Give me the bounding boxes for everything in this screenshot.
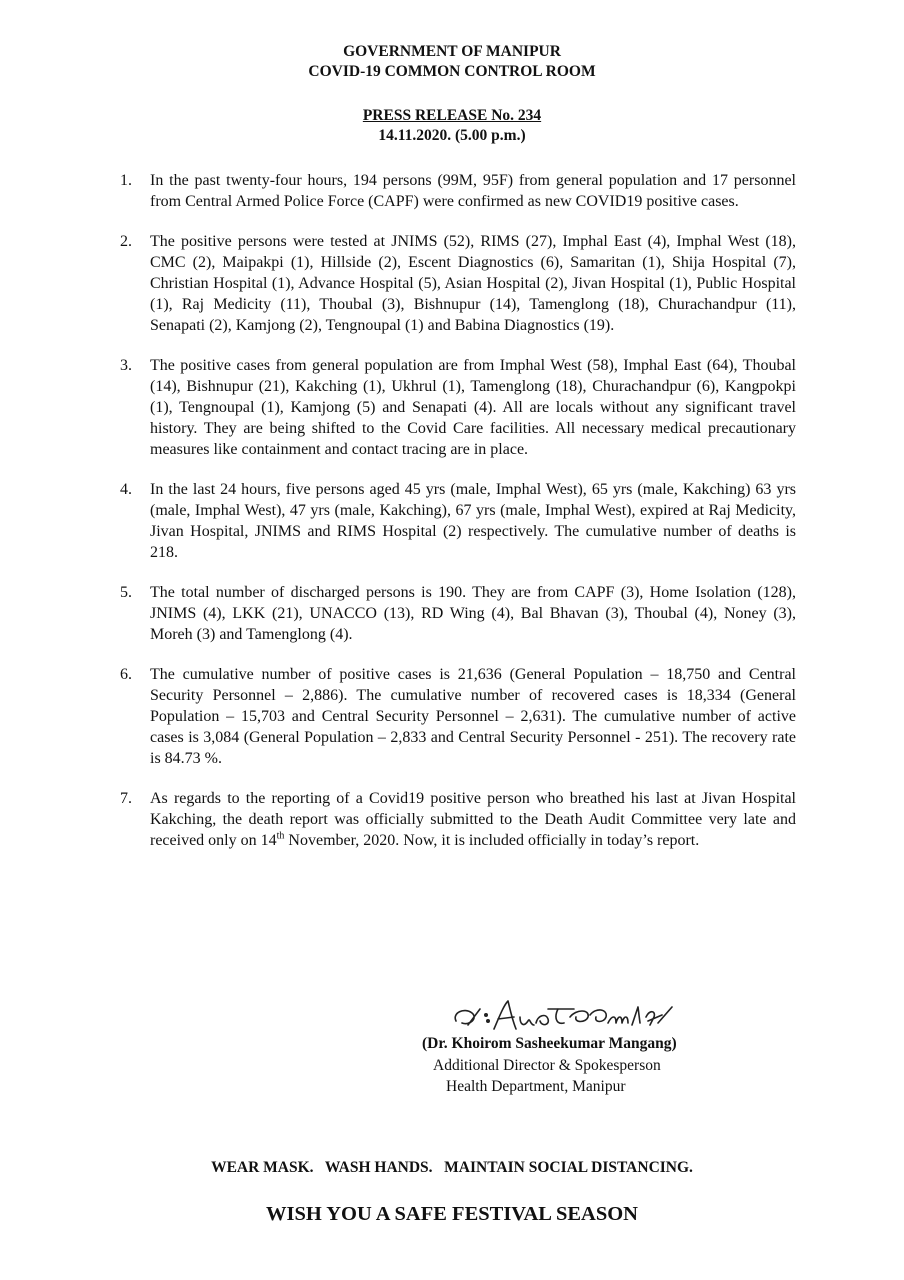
press-release-number: PRESS RELEASE No. 234 bbox=[362, 107, 542, 124]
item-number: 6. bbox=[120, 666, 132, 683]
item-text: The total number of discharged persons is 190. They are from CAPF (3), Home Isolation (128), JNIMS (4), LKK (21), UNACCO (13), RD Wing (4), Bal Bhavan (3), Thoubal (4), Noney (3), Moreh (3) and Tamenglong (4). bbox=[150, 584, 796, 643]
item-text: The positive persons were tested at JNIMS (52), RIMS (27), Imphal East (4), Imphal West (18), CMC (2), Maipakpi (1), Hillside (2), Escent Diagnostics (6), Samaritan (1), Shija Hospital (7), Christian Hospital (1), Advance Hospital (5), Asian Hospital (2), Jivan Hospital (1), Public Hospital (1), Raj Medicity (11), Thoubal (3), Bishnupur (14), Tamenglong (18), Churachandpur (11), Senapati (2), Kamjong (2), Tengnoupal (1) and Babina Diagnostics (19). bbox=[150, 233, 796, 334]
item-text-part: November, 2020. Now, it is included officially in today’s report. bbox=[284, 832, 700, 849]
control-room-title: COVID-19 COMMON CONTROL ROOM bbox=[308, 63, 596, 80]
item-text: The positive cases from general population are from Imphal West (58), Imphal East (64), Thoubal (14), Bishnupur (21), Kakching (1), Ukhrul (1), Tamenglong (18), Churachandpur (6), Kangpokpi (1), Tengnoupal (1), Kamjong (5) and Senapati (4). All are locals without any significant travel history. They are being shifted to the Covid Care facilities. All necessary medical precautionary measures like containment and contact tracing are in place. bbox=[150, 357, 796, 458]
press-release-heading bbox=[0, 106, 904, 146]
item-text: In the past twenty-four hours, 194 persons (99M, 95F) from general population and 17 personnel from Central Armed Police Force (CAPF) were confirmed as new COVID19 positive cases. bbox=[150, 172, 796, 210]
item-number: 2. bbox=[120, 233, 132, 250]
item-number: 5. bbox=[120, 584, 132, 601]
list-item bbox=[120, 479, 796, 563]
signatory-department: Health Department, Manipur bbox=[446, 1078, 626, 1095]
document-header bbox=[0, 42, 904, 82]
item-text bbox=[150, 788, 796, 851]
list-item bbox=[120, 788, 796, 851]
safety-slogan: WEAR MASK. WASH HANDS. MAINTAIN SOCIAL DISTANCING. bbox=[211, 1159, 693, 1176]
closing-wish: WISH YOU A SAFE FESTIVAL SEASON bbox=[266, 1203, 638, 1225]
ordinal-suffix: th bbox=[276, 830, 285, 842]
list-item bbox=[120, 582, 796, 645]
item-text-part: As regards to the reporting of a Covid19 positive person who breathed his last at Jivan Hospital Kakching, the death report was officially submitted to the Death Audit Committee very late and received only on 14 bbox=[150, 790, 796, 849]
item-number: 4. bbox=[120, 481, 132, 498]
item-number: 1. bbox=[120, 172, 132, 189]
handwritten-signature bbox=[450, 995, 690, 1037]
item-text: In the last 24 hours, five persons aged 45 yrs (male, Imphal West), 65 yrs (male, Kakching) 63 yrs (male, Imphal West), 47 yrs (male, Kakching), 67 yrs (male, Imphal West), expired at Raj Medicity, Jivan Hospital, JNIMS and RIMS Hospital (2) respectively. The cumulative number of deaths is 218. bbox=[150, 481, 796, 561]
signatory-title: Additional Director & Spokesperson bbox=[433, 1057, 661, 1074]
list-item bbox=[120, 664, 796, 769]
item-text: The cumulative number of positive cases is 21,636 (General Population – 18,750 and Central Security Personnel – 2,886). The cumulative number of recovered cases is 18,334 (General Population – 15,703 and Central Security Personnel – 2,631). The cumulative number of active cases is 3,084 (General Population – 2,833 and Central Security Personnel - 251). The recovery rate is 84.73 %. bbox=[150, 666, 796, 767]
press-release-items bbox=[120, 170, 796, 851]
government-title: GOVERNMENT OF MANIPUR bbox=[343, 43, 561, 60]
list-item bbox=[120, 355, 796, 460]
list-item bbox=[120, 170, 796, 212]
item-number: 3. bbox=[120, 357, 132, 374]
signatory-name: (Dr. Khoirom Sasheekumar Mangang) bbox=[422, 1035, 677, 1052]
item-number: 7. bbox=[120, 790, 132, 807]
press-release-date: 14.11.2020. (5.00 p.m.) bbox=[378, 127, 526, 144]
list-item bbox=[120, 231, 796, 336]
